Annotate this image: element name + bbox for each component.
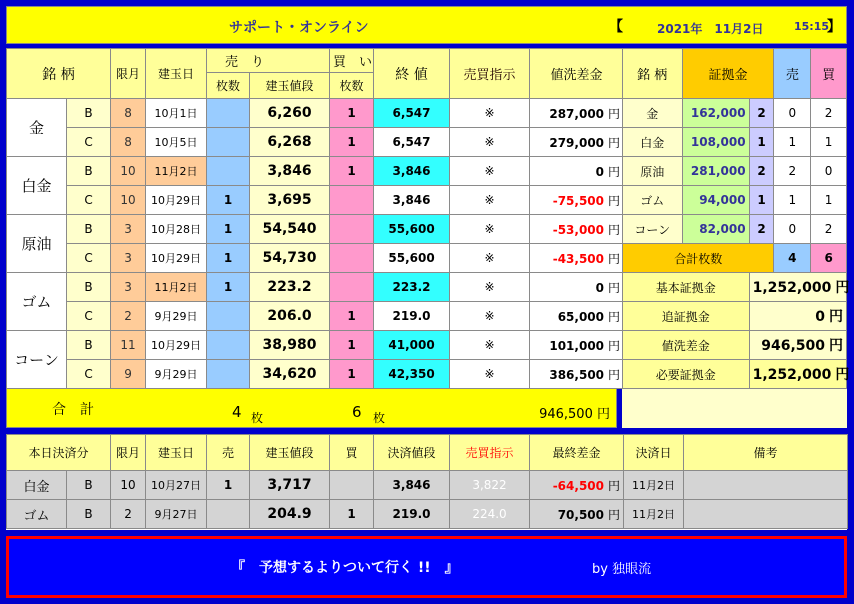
- position-type: C: [67, 360, 111, 389]
- settle-header-date: 建玉日: [146, 435, 207, 471]
- position-diff: [530, 215, 624, 244]
- position-close: 6,547: [374, 99, 450, 128]
- margin-panel: [622, 48, 850, 428]
- position-close: 41,000: [374, 331, 450, 360]
- total-buy-unit: 枚: [373, 411, 386, 425]
- summary-value: [749, 331, 846, 360]
- margin-row: [623, 215, 847, 244]
- margin-header-margin: 証拠金: [682, 49, 774, 99]
- position-type: C: [67, 302, 111, 331]
- position-buy-count: [330, 244, 374, 273]
- position-row: [7, 360, 624, 389]
- settle-type: B: [67, 471, 111, 500]
- summary-unit: 円: [835, 367, 850, 383]
- position-month: 8: [111, 128, 146, 157]
- position-month: 3: [111, 215, 146, 244]
- position-month: 3: [111, 273, 146, 302]
- position-buy-count: 1: [330, 157, 374, 186]
- diff-unit: 円: [608, 309, 621, 324]
- position-instruct: ※: [450, 360, 530, 389]
- position-date: 10月29日: [146, 331, 207, 360]
- diff-unit: 円: [608, 106, 621, 121]
- diff-unit: 円: [608, 193, 621, 208]
- settle-name: 白金: [7, 471, 67, 500]
- position-diff: [530, 273, 624, 302]
- position-diff: [530, 360, 624, 389]
- settle-sell: 1: [207, 471, 250, 500]
- position-month: 9: [111, 360, 146, 389]
- total-label: 合 計: [52, 402, 94, 418]
- position-buy-count: 1: [330, 331, 374, 360]
- position-instruct: ※: [450, 128, 530, 157]
- diff-unit: 円: [608, 338, 621, 353]
- total-buy: 6: [352, 403, 362, 421]
- position-row: [7, 99, 624, 128]
- position-sell-count: 1: [207, 273, 250, 302]
- settlement-row: [7, 471, 848, 500]
- margin-row: [623, 186, 847, 215]
- settle-final: [530, 471, 624, 500]
- date-display: 2021年 11月2日: [657, 22, 764, 36]
- diff-value: -53,000: [552, 222, 605, 237]
- position-month: 8: [111, 99, 146, 128]
- position-sell-count: [207, 331, 250, 360]
- margin-value: 82,000: [682, 215, 749, 244]
- margin-sell: 0: [774, 215, 811, 244]
- summary-amount: 1,252,000: [752, 280, 832, 296]
- position-instruct: ※: [450, 302, 530, 331]
- diff-unit: 円: [608, 367, 621, 382]
- margin-sell: 1: [774, 128, 811, 157]
- summary-row: [623, 331, 847, 360]
- final-unit: 円: [608, 478, 621, 493]
- margin-name: ゴム: [623, 186, 683, 215]
- position-buy-count: 1: [330, 128, 374, 157]
- position-price: 34,620: [250, 360, 330, 389]
- settle-value: 3,846: [374, 471, 450, 500]
- position-buy-count: [330, 273, 374, 302]
- app-title: サポート・オンライン: [229, 20, 369, 36]
- summary-value: [749, 273, 850, 302]
- margin-count: 1: [749, 128, 774, 157]
- settle-instruct: 3,822: [450, 471, 530, 500]
- margin-row: [623, 128, 847, 157]
- margin-count: 2: [749, 215, 774, 244]
- diff-unit: 円: [608, 251, 621, 266]
- position-instruct: ※: [450, 99, 530, 128]
- header-buy-count: 枚数: [330, 73, 374, 99]
- summary-unit: 円: [835, 280, 850, 296]
- margin-buy: 2: [811, 215, 847, 244]
- diff-value: 279,000: [549, 135, 605, 150]
- banner-by: by 独眼流: [592, 562, 652, 577]
- margin-count: 1: [749, 186, 774, 215]
- position-date: 9月29日: [146, 302, 207, 331]
- bracket-close: 】: [827, 19, 841, 35]
- diff-unit: 円: [608, 280, 621, 295]
- settle-note: [684, 471, 848, 500]
- summary-label: 追証拠金: [623, 302, 750, 331]
- margin-value: 94,000: [682, 186, 749, 215]
- position-instruct: ※: [450, 244, 530, 273]
- summary-row: [623, 273, 847, 302]
- header-name: 銘 柄: [7, 49, 111, 99]
- position-date: 10月29日: [146, 244, 207, 273]
- margin-value: 281,000: [682, 157, 749, 186]
- positions-panel: [6, 48, 621, 428]
- position-type: C: [67, 128, 111, 157]
- total-row: [6, 388, 617, 428]
- position-close: 3,846: [374, 186, 450, 215]
- position-sell-count: [207, 157, 250, 186]
- settle-date2: 11月2日: [624, 500, 684, 529]
- summary-amount: 946,500: [761, 338, 825, 354]
- diff-value: 101,000: [549, 338, 605, 353]
- position-sell-count: 1: [207, 244, 250, 273]
- settle-month: 10: [111, 471, 146, 500]
- position-name: 白金: [7, 157, 67, 215]
- position-buy-count: [330, 186, 374, 215]
- position-month: 2: [111, 302, 146, 331]
- position-row: [7, 157, 624, 186]
- margin-buy: 0: [811, 157, 847, 186]
- total-sell: 4: [232, 403, 242, 421]
- settle-buy: [330, 471, 374, 500]
- banner: [6, 536, 847, 598]
- position-sell-count: [207, 99, 250, 128]
- diff-unit: 円: [608, 135, 621, 150]
- margin-header-buy: 買: [811, 49, 847, 99]
- total-diff: 946,500 円: [539, 407, 610, 422]
- settlement-row: [7, 500, 848, 529]
- settlement-panel: [6, 434, 847, 530]
- position-row: [7, 331, 624, 360]
- position-date: 10月29日: [146, 186, 207, 215]
- position-price: 223.2: [250, 273, 330, 302]
- position-buy-count: 1: [330, 99, 374, 128]
- diff-value: 386,500: [549, 367, 605, 382]
- position-type: B: [67, 215, 111, 244]
- margin-name: 金: [623, 99, 683, 128]
- settle-instruct: 224.0: [450, 500, 530, 529]
- position-name: ゴム: [7, 273, 67, 331]
- margin-value: 162,000: [682, 99, 749, 128]
- summary-label: 基本証拠金: [623, 273, 750, 302]
- position-price: 3,846: [250, 157, 330, 186]
- position-sell-count: [207, 128, 250, 157]
- position-month: 3: [111, 244, 146, 273]
- position-close: 55,600: [374, 244, 450, 273]
- diff-unit: 円: [608, 222, 621, 237]
- settle-header-final: 最終差金: [530, 435, 624, 471]
- header-date: 建玉日: [146, 49, 207, 99]
- position-type: B: [67, 157, 111, 186]
- settle-date: 10月27日: [146, 471, 207, 500]
- diff-value: 65,000: [557, 309, 605, 324]
- header-sell-count: 枚数: [207, 73, 250, 99]
- settle-type: B: [67, 500, 111, 529]
- position-diff: [530, 128, 624, 157]
- position-row: [7, 244, 624, 273]
- position-name: 原油: [7, 215, 67, 273]
- settle-header-buy: 買: [330, 435, 374, 471]
- settle-header-date2: 決済日: [624, 435, 684, 471]
- summary-label: 値洗差金: [623, 331, 750, 360]
- total-sell-unit: 枚: [251, 411, 264, 425]
- position-row: [7, 215, 624, 244]
- position-instruct: ※: [450, 215, 530, 244]
- position-month: 10: [111, 186, 146, 215]
- position-instruct: ※: [450, 157, 530, 186]
- margin-sell: 0: [774, 99, 811, 128]
- position-date: 10月1日: [146, 99, 207, 128]
- settle-month: 2: [111, 500, 146, 529]
- header-close: 終 値: [374, 49, 450, 99]
- position-row: [7, 302, 624, 331]
- banner-text: 『 予想するよりついて行く !! 』: [231, 560, 459, 576]
- position-type: B: [67, 99, 111, 128]
- settle-header-note: 備考: [684, 435, 848, 471]
- settlement-table: [6, 434, 848, 529]
- position-name: コーン: [7, 331, 67, 389]
- margin-buy: 2: [811, 99, 847, 128]
- summary-label: 必要証拠金: [623, 360, 750, 389]
- position-month: 11: [111, 331, 146, 360]
- position-diff: [530, 331, 624, 360]
- header-instruct: 売買指示: [450, 49, 530, 99]
- position-type: C: [67, 244, 111, 273]
- summary-unit: 円: [829, 309, 843, 325]
- position-type: C: [67, 186, 111, 215]
- summary-value: [749, 302, 846, 331]
- settle-name: ゴム: [7, 500, 67, 529]
- position-price: 38,980: [250, 331, 330, 360]
- position-row: [7, 128, 624, 157]
- position-name: 金: [7, 99, 67, 157]
- position-close: 219.0: [374, 302, 450, 331]
- margin-total-sell: 4: [774, 244, 811, 273]
- summary-unit: 円: [829, 338, 843, 354]
- position-date: 11月2日: [146, 273, 207, 302]
- settle-date: 9月27日: [146, 500, 207, 529]
- position-row: [7, 273, 624, 302]
- margin-header-name: 銘 柄: [623, 49, 683, 99]
- diff-value: -43,500: [552, 251, 605, 266]
- settle-final: [530, 500, 624, 529]
- position-type: B: [67, 331, 111, 360]
- position-month: 10: [111, 157, 146, 186]
- position-date: 10月5日: [146, 128, 207, 157]
- position-diff: [530, 302, 624, 331]
- position-sell-count: 1: [207, 186, 250, 215]
- margin-count: 2: [749, 99, 774, 128]
- final-unit: 円: [608, 507, 621, 522]
- position-close: 55,600: [374, 215, 450, 244]
- position-price: 6,268: [250, 128, 330, 157]
- settle-buy: 1: [330, 500, 374, 529]
- settle-header-instruct: 売買指示: [450, 435, 530, 471]
- position-buy-count: [330, 215, 374, 244]
- position-close: 223.2: [374, 273, 450, 302]
- final-value: 70,500: [557, 507, 604, 522]
- margin-name: コーン: [623, 215, 683, 244]
- settle-value: 219.0: [374, 500, 450, 529]
- position-type: B: [67, 273, 111, 302]
- settle-price: 3,717: [250, 471, 330, 500]
- header-buy: 買 い: [330, 49, 374, 73]
- position-diff: [530, 99, 624, 128]
- header-month: 限月: [111, 49, 146, 99]
- diff-value: 0: [595, 280, 605, 295]
- position-date: 10月28日: [146, 215, 207, 244]
- positions-table: [6, 48, 624, 389]
- position-date: 9月29日: [146, 360, 207, 389]
- diff-value: -75,500: [552, 193, 605, 208]
- position-row: [7, 186, 624, 215]
- settle-header-sell: 売: [207, 435, 250, 471]
- margin-table: [622, 48, 850, 389]
- margin-total-label: 合計枚数: [623, 244, 774, 273]
- position-instruct: ※: [450, 273, 530, 302]
- summary-amount: 0: [815, 309, 825, 325]
- position-instruct: ※: [450, 186, 530, 215]
- diff-value: 287,000: [549, 106, 605, 121]
- final-value: -64,500: [552, 478, 604, 493]
- margin-row: [623, 157, 847, 186]
- summary-amount: 1,252,000: [752, 367, 832, 383]
- settle-header-month: 限月: [111, 435, 146, 471]
- summary-row: [623, 302, 847, 331]
- margin-buy: 1: [811, 128, 847, 157]
- margin-sell: 1: [774, 186, 811, 215]
- settle-note: [684, 500, 848, 529]
- header-diff: 値洗差金: [530, 49, 624, 99]
- position-diff: [530, 244, 624, 273]
- position-sell-count: 1: [207, 215, 250, 244]
- settle-header-name: 本日決済分: [7, 435, 111, 471]
- position-instruct: ※: [450, 331, 530, 360]
- margin-name: 原油: [623, 157, 683, 186]
- position-sell-count: [207, 302, 250, 331]
- settle-sell: [207, 500, 250, 529]
- settle-price: 204.9: [250, 500, 330, 529]
- position-price: 54,730: [250, 244, 330, 273]
- diff-value: 0: [595, 164, 605, 179]
- header-price: 建玉値段: [250, 73, 330, 99]
- position-price: 6,260: [250, 99, 330, 128]
- position-diff: [530, 186, 624, 215]
- position-close: 6,547: [374, 128, 450, 157]
- position-close: 42,350: [374, 360, 450, 389]
- margin-name: 白金: [623, 128, 683, 157]
- margin-buy: 1: [811, 186, 847, 215]
- margin-count: 2: [749, 157, 774, 186]
- time-display: 15:15: [794, 20, 830, 33]
- summary-row: [623, 360, 847, 389]
- margin-total-buy: 6: [811, 244, 847, 273]
- position-buy-count: 1: [330, 302, 374, 331]
- bracket-open: 【: [609, 19, 623, 35]
- summary-value: [749, 360, 850, 389]
- position-diff: [530, 157, 624, 186]
- margin-value: 108,000: [682, 128, 749, 157]
- position-close: 3,846: [374, 157, 450, 186]
- margin-row: [623, 99, 847, 128]
- position-price: 54,540: [250, 215, 330, 244]
- settle-header-price: 建玉値段: [250, 435, 330, 471]
- title-bar: [6, 6, 847, 44]
- position-sell-count: [207, 360, 250, 389]
- position-price: 3,695: [250, 186, 330, 215]
- position-price: 206.0: [250, 302, 330, 331]
- settle-date2: 11月2日: [624, 471, 684, 500]
- position-buy-count: 1: [330, 360, 374, 389]
- margin-sell: 2: [774, 157, 811, 186]
- header-sell: 売 り: [207, 49, 330, 73]
- settle-header-settle: 決済値段: [374, 435, 450, 471]
- diff-unit: 円: [608, 164, 621, 179]
- position-date: 11月2日: [146, 157, 207, 186]
- margin-header-sell: 売: [774, 49, 811, 99]
